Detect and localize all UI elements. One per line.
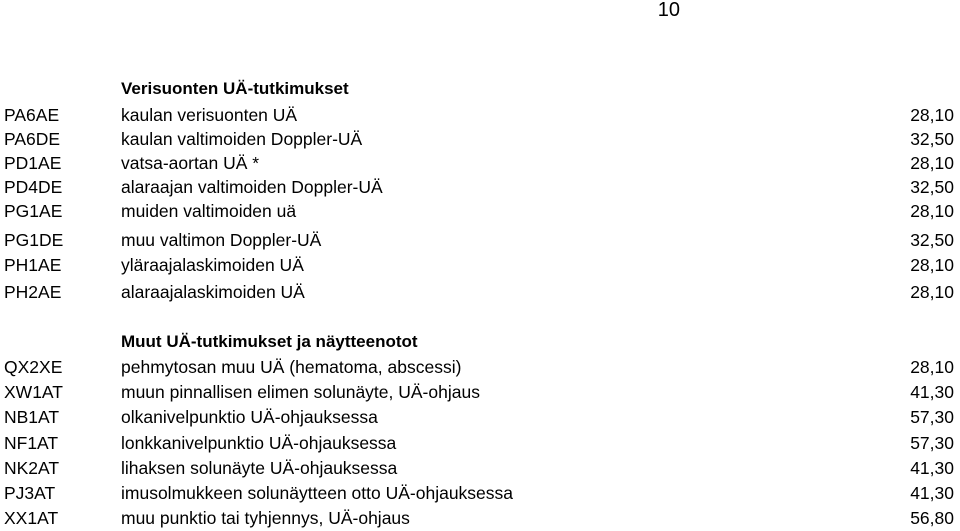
table-row bbox=[0, 103, 960, 127]
table-row bbox=[0, 175, 960, 199]
procedure-code: PD1AE bbox=[4, 153, 62, 173]
procedure-code: PA6AE bbox=[4, 105, 60, 125]
procedure-price: 28,10 bbox=[910, 105, 954, 125]
section-title: Verisuonten UÄ-tutkimukset bbox=[121, 79, 349, 98]
table-row bbox=[0, 151, 960, 175]
procedure-description: vatsa-aortan UÄ * bbox=[121, 153, 260, 173]
page-number: 10 bbox=[657, 0, 680, 21]
procedure-price: 28,10 bbox=[910, 153, 954, 173]
procedure-price: 28,10 bbox=[910, 255, 954, 275]
procedure-price: 41,30 bbox=[910, 382, 954, 402]
procedure-code: PD4DE bbox=[4, 177, 63, 197]
table-row bbox=[0, 228, 960, 252]
procedure-code: PH1AE bbox=[4, 255, 62, 275]
procedure-code: XX1AT bbox=[4, 508, 59, 528]
procedure-price: 32,50 bbox=[910, 129, 954, 149]
procedure-price: 41,30 bbox=[910, 483, 954, 503]
table-row bbox=[0, 481, 960, 505]
procedure-description: muiden valtimoiden uä bbox=[121, 201, 297, 221]
procedure-description: yläraajalaskimoiden UÄ bbox=[121, 255, 304, 275]
table-row bbox=[0, 280, 960, 304]
procedure-code: PG1AE bbox=[4, 201, 63, 221]
procedure-description: lonkkanivelpunktio UÄ-ohjauksessa bbox=[121, 433, 397, 453]
table-row bbox=[0, 199, 960, 223]
procedure-price: 28,10 bbox=[910, 201, 954, 221]
procedure-code: PJ3AT bbox=[4, 483, 56, 503]
procedure-price: 28,10 bbox=[910, 282, 954, 302]
table-row bbox=[0, 380, 960, 404]
procedure-description: lihaksen solunäyte UÄ-ohjauksessa bbox=[121, 458, 398, 478]
procedure-description: olkanivelpunktio UÄ-ohjauksessa bbox=[121, 407, 378, 427]
procedure-description: muun pinnallisen elimen solunäyte, UÄ-ohjaus bbox=[121, 382, 480, 402]
table-row bbox=[0, 431, 960, 455]
procedure-code: QX2XE bbox=[4, 357, 63, 377]
procedure-price: 56,80 bbox=[910, 508, 954, 528]
procedure-code: NF1AT bbox=[4, 433, 59, 453]
procedure-code: NK2AT bbox=[4, 458, 60, 478]
procedure-price: 57,30 bbox=[910, 433, 954, 453]
procedure-price: 41,30 bbox=[910, 458, 954, 478]
procedure-code: PG1DE bbox=[4, 230, 64, 250]
table-row bbox=[0, 506, 960, 530]
procedure-price: 32,50 bbox=[910, 177, 954, 197]
procedure-code: PH2AE bbox=[4, 282, 62, 302]
procedure-description: kaulan verisuonten UÄ bbox=[121, 105, 298, 125]
procedure-code: XW1AT bbox=[4, 382, 63, 402]
section-title: Muut UÄ-tutkimukset ja näytteenotot bbox=[121, 332, 418, 351]
procedure-description: alaraajan valtimoiden Doppler-UÄ bbox=[121, 177, 383, 197]
procedure-code: NB1AT bbox=[4, 407, 60, 427]
table-row bbox=[0, 253, 960, 277]
procedure-description: imusolmukkeen solunäytteen otto UÄ-ohjauksessa bbox=[121, 483, 514, 503]
procedure-code: PA6DE bbox=[4, 129, 61, 149]
procedure-description: pehmytosan muu UÄ (hematoma, abscessi) bbox=[121, 357, 462, 377]
procedure-price: 32,50 bbox=[910, 230, 954, 250]
table-row bbox=[0, 456, 960, 480]
procedure-description: kaulan valtimoiden Doppler-UÄ bbox=[121, 129, 363, 149]
procedure-description: muu valtimon Doppler-UÄ bbox=[121, 230, 322, 250]
table-row bbox=[0, 127, 960, 151]
procedure-description: alaraajalaskimoiden UÄ bbox=[121, 282, 305, 302]
procedure-description: muu punktio tai tyhjennys, UÄ-ohjaus bbox=[121, 508, 410, 528]
table-row bbox=[0, 355, 960, 379]
procedure-price: 57,30 bbox=[910, 407, 954, 427]
table-row bbox=[0, 405, 960, 429]
procedure-price: 28,10 bbox=[910, 357, 954, 377]
